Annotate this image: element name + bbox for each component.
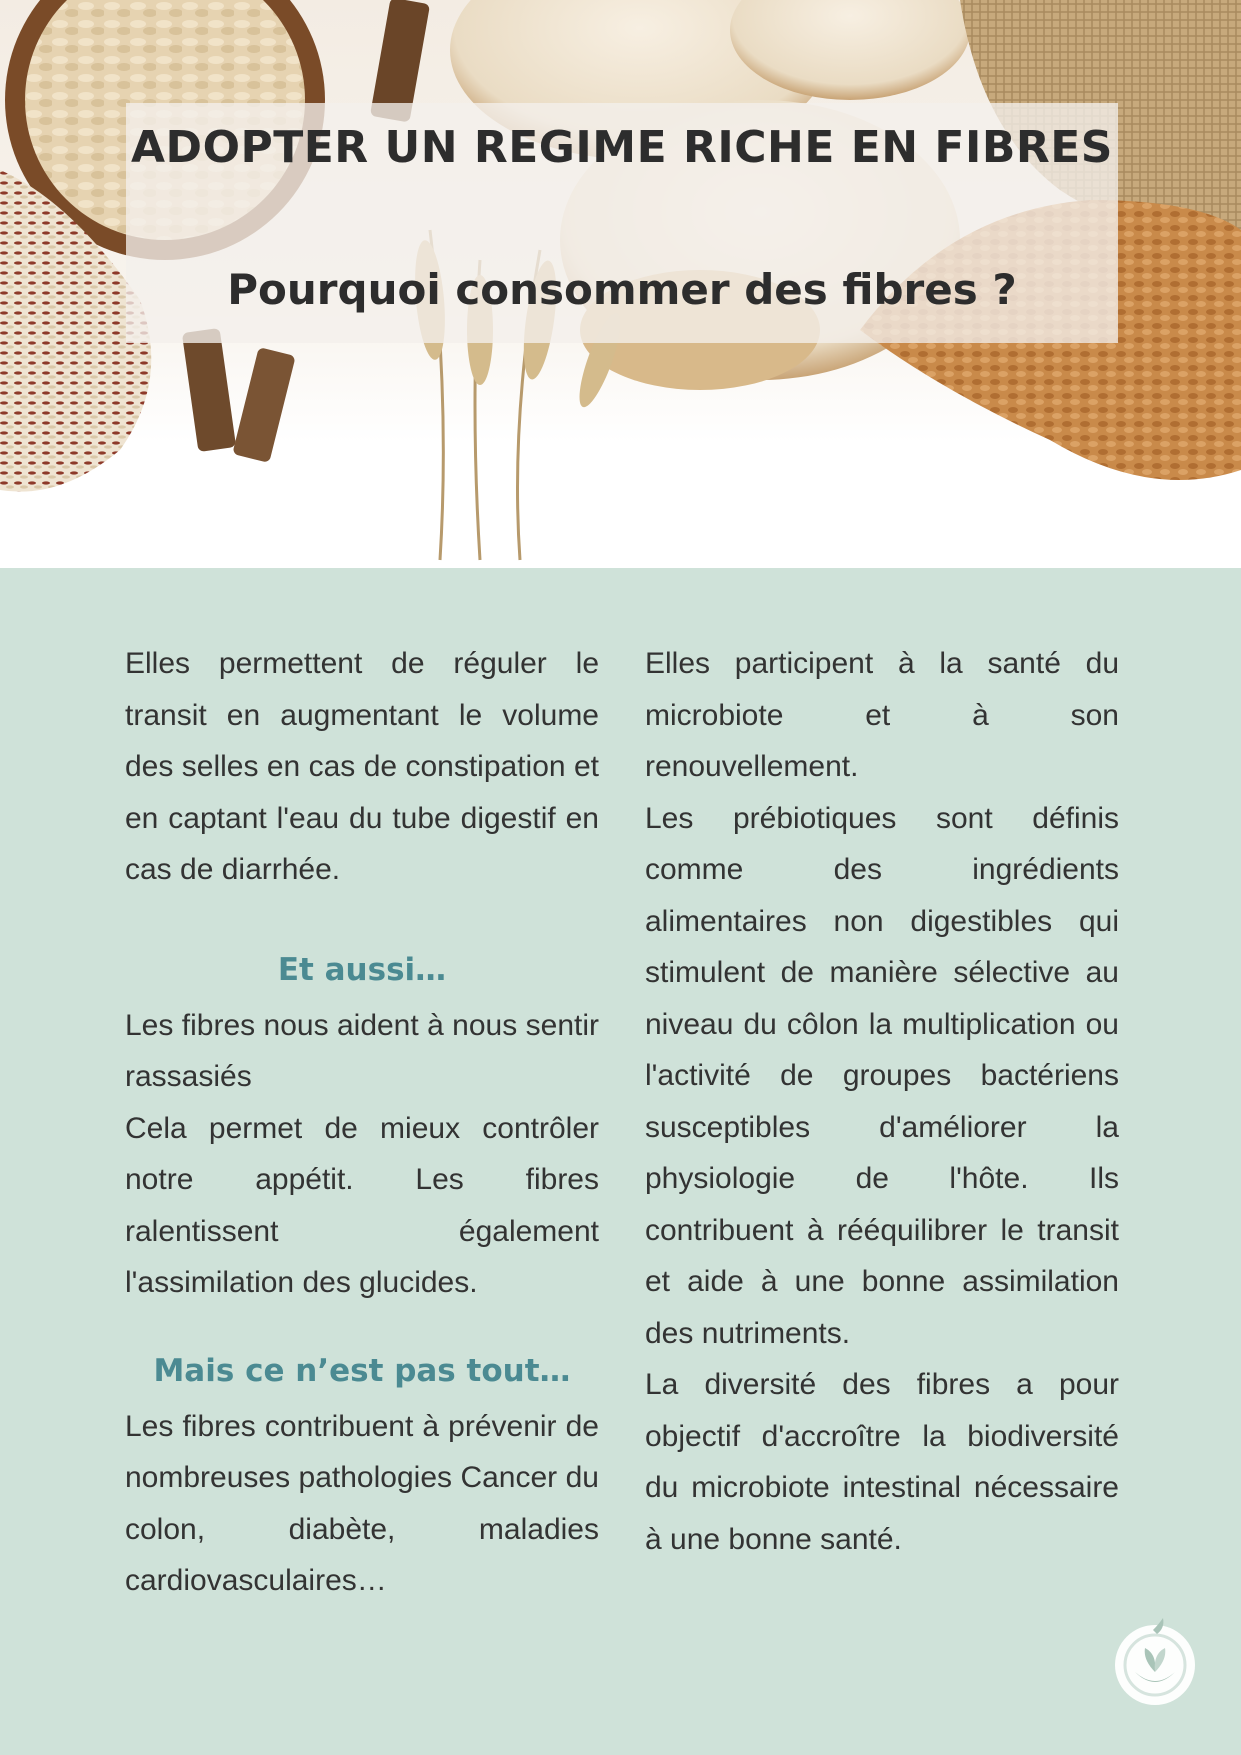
content-area <box>0 568 1241 1755</box>
appetite-paragraph: Cela permet de mieux contrôler notre appétit. Les fibres ralentissent également l'assimilation des glucides. <box>125 1111 599 1299</box>
pathologies-paragraph: Les fibres contribuent à prévenir de nombreuses pathologies Cancer du colon, diabète, maladies cardiovasculaires… <box>125 1409 599 1597</box>
page-title: ADOPTER UN REGIME RICHE EN FIBRES <box>131 122 1113 173</box>
satiety-paragraph: Les fibres nous aident à nous sentir rassasiés <box>125 1008 599 1093</box>
prebiotiques-paragraph: Les prébiotiques sont définis comme des ingrédients alimentaires non digestibles qui stimulent de manière sélective au niveau du côlon la multiplication ou l'activité de groupes bactériens susceptibles d'améliorer la physiologie de l'hôte. Ils contribuent à rééquilibrer le transit et aide à une bonne assimilation des nutriments. <box>645 801 1119 1350</box>
section-heading-pas-tout: Mais ce n’est pas tout… <box>153 1352 571 1389</box>
left-column <box>125 638 599 1607</box>
section-heading-et-aussi: Et aussi… <box>277 951 447 988</box>
microbiote-paragraph: Elles participent à la santé du microbiote et à son renouvellement. <box>645 647 1119 783</box>
hero-banner <box>0 0 1241 568</box>
page-subtitle: Pourquoi consommer des fibres ? <box>227 265 1017 314</box>
intro-paragraph: Elles permettent de réguler le transit en augmentant le volume des selles en cas de constipation et en captant l'eau du tube digestif en cas de diarrhée. <box>125 647 599 886</box>
sprout-in-hand-logo-icon <box>1105 1610 1205 1710</box>
right-column <box>645 638 1119 1565</box>
diversite-paragraph: La diversité des fibres a pour objectif d'accroître la biodiversité du microbiote intestinal nécessaire à une bonne santé. <box>645 1368 1119 1556</box>
